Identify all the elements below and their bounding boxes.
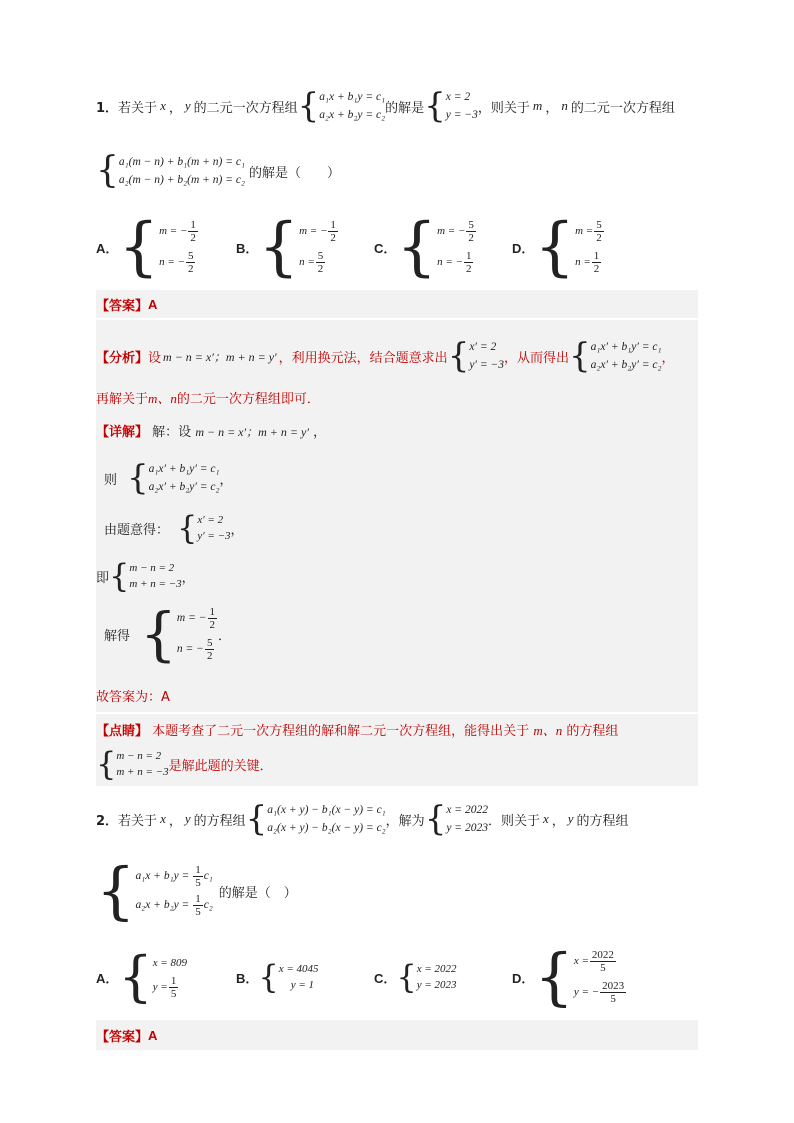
frac-num: 2022 [591, 949, 614, 961]
q2-text: 的解是（ ） [218, 885, 297, 901]
eq-row: m + n = −3 [129, 578, 182, 590]
comma: ， [168, 813, 182, 829]
q1-text: 的解是 [385, 100, 425, 116]
analysis-text: 设 [148, 350, 162, 366]
q1-option-a[interactable] [96, 208, 199, 286]
frac-num: 1 [195, 864, 201, 876]
detail-text: 解：设 [152, 425, 192, 440]
eq-row: a₂x′ + b₂y′ = c₂ [590, 359, 662, 371]
q2-text: ，解为 [385, 813, 425, 829]
answer-value: A [148, 296, 158, 312]
eq-row: x′ = 2 [197, 514, 224, 526]
frac-den: 2 [190, 232, 196, 244]
then-line [104, 456, 233, 500]
frac-den: 5 [170, 987, 177, 1000]
q1-text: 的二元一次方程组 [193, 100, 298, 116]
frac-num: 2023 [602, 980, 625, 992]
eq-row: a₁(x + y) − b₁(x − y) = c₁ [267, 804, 386, 816]
eq-row [575, 250, 605, 275]
q1-option-c[interactable] [374, 208, 477, 286]
eq-row: x = 4045 [278, 963, 319, 975]
final-answer: 故答案为：A [96, 690, 170, 705]
q1-answer [96, 290, 698, 318]
comma: ， [551, 813, 565, 829]
frac-den: 2 [465, 263, 472, 275]
q2-text: ．则关于 [487, 813, 540, 829]
eq-text: a₁x + b₁y = [135, 870, 190, 883]
analysis-system2: { a₁x′ + b₁y′ = c₁ a₂x′ + b₂y′ = c₂ [568, 336, 662, 376]
var-x: x [160, 98, 166, 113]
q1-text: 的二元一次方程组 [570, 100, 675, 116]
frac-num: 5 [187, 250, 194, 262]
q2-given-solution: { x = 2022 y = 2023 [424, 799, 488, 839]
var-m: m [532, 98, 543, 113]
q2-option-c[interactable] [374, 955, 457, 999]
option-system: { x = 2022 y = 2023 [396, 958, 457, 996]
ie-line [96, 556, 195, 596]
eq-row: y = 2023 [446, 822, 488, 834]
var-y: y [184, 98, 191, 113]
analysis-line2 [96, 388, 320, 407]
frac-num: 5 [468, 219, 474, 231]
comment-text: 是解此题的关键． [168, 758, 273, 774]
option-system: { m = − $\frac{1}{2}$ n = $\frac{5}{2}$ [258, 215, 339, 279]
detail-label: 【详解】 [96, 425, 149, 440]
eq-text: m = − [299, 225, 328, 238]
q2-number: 2． [96, 813, 119, 829]
option-system: { m = − $\frac{1}{2}$ n = − $\frac{5}{2}$ [118, 215, 199, 279]
option-label: A． [96, 240, 119, 256]
eq-text: y = − [573, 986, 600, 999]
var-y: y [184, 811, 191, 826]
detail-sub: m − n = x′；m + n = y′ [195, 425, 309, 439]
q2-target-system: { a₁x + b₁y = $\frac{1}{5}$ c₁ a₂x + b₂y = $\frac{1}{5}$ c₂ [96, 854, 213, 927]
eq-text: a₂x + b₂y = [135, 899, 190, 912]
frac-num: 1 [209, 606, 215, 618]
eq-text: m = − [176, 612, 207, 625]
option-system: { x = $\frac{2022}{5}$ y = − $\frac{2023}{5}$ [534, 946, 627, 1008]
eq-row [153, 975, 187, 1000]
solve-line [104, 602, 231, 666]
q2-answer [96, 1020, 698, 1050]
q2-stem-line2 [96, 856, 297, 926]
solve-system: { m = − $\frac{1}{2}$ n = − $\frac{5}{2}$ [140, 605, 218, 663]
eq-row: x = 809 [152, 956, 188, 969]
frac-num: 1 [170, 974, 177, 987]
frac-den: 2 [209, 619, 215, 631]
eq-text: c₂ [203, 899, 213, 912]
option-system: { m = − $\frac{5}{2}$ n = − $\frac{1}{2}$ [396, 215, 477, 279]
q1-text: ，则关于 [477, 100, 530, 116]
comment-text: 的方程组 [566, 724, 619, 739]
eq-row [437, 219, 477, 244]
q1-stem-line1 [96, 86, 675, 126]
q1-target-system: { a₁(m − n) + b₁(m + n) = c₁ a₂(m − n) + b₂(m + n) = c₂ [96, 150, 245, 191]
q1-given-system: { a₁x + b₁y = c₁ a₂x + b₂y = c₂ [297, 86, 386, 126]
q1-options [96, 208, 616, 286]
analysis-sub: m − n = x′；m + n = y′ [163, 349, 277, 364]
q2-given-system: { a₁(x + y) − b₁(x − y) = c₁ a₂(x + y) − b₂(x − y) = c₂ [245, 799, 386, 839]
frac-num: 5 [206, 637, 213, 649]
analysis-system1: { x′ = 2 y′ = −3 [447, 336, 504, 376]
option-label: B． [236, 240, 259, 256]
q1-option-b[interactable] [236, 208, 339, 286]
option-label: D． [512, 970, 535, 986]
frac-num: 1 [195, 893, 201, 905]
frac-den: 5 [195, 906, 201, 918]
eq-text: n = [299, 256, 315, 269]
option-system: { m = $\frac{5}{2}$ n = $\frac{1}{2}$ [534, 215, 604, 279]
eq-row [159, 219, 199, 244]
eq-text: n = − [159, 256, 185, 269]
frac-num: 5 [596, 219, 602, 231]
frac-den: 5 [600, 962, 606, 974]
eq-text: m = − [159, 225, 188, 238]
frac-den: 5 [195, 877, 201, 889]
ie-label: 即 [96, 570, 110, 586]
eq-row: a₂(m − n) + b₂(m + n) = c₂ [118, 174, 245, 186]
eq-row: a₁x′ + b₁y′ = c₁ [590, 341, 662, 353]
analysis-vars: m、n [148, 391, 177, 406]
q1-text: 的解是（ ） [248, 165, 340, 181]
eq-row: m − n = 2 [129, 562, 175, 574]
frac-num: 1 [190, 219, 196, 231]
frac-den: 2 [468, 232, 474, 244]
var-x: x [160, 811, 166, 826]
frac-den: 2 [206, 650, 213, 662]
q1-solution-panel [96, 320, 698, 712]
q2-option-b[interactable] [236, 955, 319, 999]
eq-row: y = 2023 [416, 979, 457, 991]
analysis-text: 的二元一次方程组即可． [176, 392, 320, 407]
answer-value: A [148, 1027, 158, 1043]
eq-row: x′ = 2 [469, 341, 497, 353]
comment-line2 [96, 744, 273, 784]
frac-den: 2 [596, 232, 602, 244]
frac-num: 1 [330, 219, 336, 231]
eq-text: m = − [437, 225, 466, 238]
analysis-text: ，利用换元法，结合题意求出 [278, 350, 448, 366]
analysis-text: ， [661, 350, 675, 366]
analysis-text: ，从而得出 [503, 350, 569, 366]
q2-stem-line1 [96, 798, 629, 840]
eq-row: x = 2 [445, 91, 471, 103]
eq-row: a₂x′ + b₂y′ = c₂ [148, 481, 220, 493]
q1-comment-panel [96, 714, 698, 786]
q2-text: 的方程组 [193, 813, 246, 829]
ie-system: { m − n = 2 m + n = −3 [109, 557, 182, 595]
eq-row [299, 219, 339, 244]
q1-text: 若关于 [118, 100, 158, 116]
eq-row [437, 250, 477, 275]
comment-vars: m、n [533, 723, 563, 738]
comment-text: 本题考查了二元一次方程组的解和解二元一次方程组，能得出关于 [152, 724, 530, 739]
var-y: y [567, 811, 574, 826]
eq-text: c₁ [203, 870, 213, 883]
q2-option-a[interactable] [96, 942, 187, 1012]
q2-option-d[interactable] [512, 938, 627, 1016]
q2-text: 的方程组 [576, 813, 629, 829]
eq-row [159, 250, 199, 275]
eq-row: m − n = 2 [116, 750, 162, 762]
frac-num: 5 [317, 250, 324, 262]
var-n: n [561, 98, 568, 113]
eq-row: y′ = −3 [197, 530, 231, 542]
answer-label: 【答案】 [96, 1029, 149, 1045]
punct: ． [218, 628, 232, 644]
solve-m [177, 606, 218, 631]
given-label: 由题意得： [104, 522, 170, 538]
comment-label: 【点睛】 [96, 724, 149, 739]
eq-row [575, 219, 605, 244]
var-x: x [542, 811, 549, 826]
frac-num: 1 [465, 250, 472, 262]
option-system: { x = 4045 y = 1 [258, 958, 319, 996]
comma: ， [545, 100, 559, 116]
analysis-line1 [96, 334, 675, 378]
solve-label: 解得 [104, 628, 131, 644]
frac-den: 5 [610, 993, 616, 1005]
frac-den: 2 [187, 263, 194, 275]
answer-label: 【答案】 [96, 298, 149, 314]
eq-row: a₂x + b₂y = c₂ [319, 109, 386, 121]
solve-n [177, 637, 218, 662]
option-label: B． [236, 970, 259, 986]
given-line [104, 508, 244, 548]
option-label: A． [96, 970, 119, 986]
comment-line1 [96, 720, 618, 739]
punct: ， [230, 522, 244, 538]
comma: ， [168, 100, 182, 116]
eq-row [574, 980, 627, 1005]
frac-den: 2 [317, 263, 324, 275]
q1-option-d[interactable] [512, 208, 605, 286]
eq-text: n = − [437, 256, 463, 269]
eq-text: m = [575, 225, 594, 238]
q1-number: 1． [96, 100, 119, 116]
given-system: { x′ = 2 y′ = −3 [177, 509, 231, 547]
eq-row: x = 2022 [416, 963, 457, 975]
eq-row: x = 2022 [446, 804, 488, 816]
eq-row [135, 864, 212, 889]
q2-text: 若关于 [118, 813, 158, 829]
option-label: C． [374, 970, 397, 986]
eq-text: x = [573, 955, 589, 968]
comment-system: { m − n = 2 m + n = −3 [96, 745, 169, 783]
frac-den: 2 [593, 263, 600, 275]
eq-row [574, 949, 627, 974]
analysis-text: 再解关于 [96, 392, 149, 407]
option-label: C． [374, 240, 397, 256]
eq-text: y = [152, 980, 168, 993]
q1-given-solution: { x = 2 y = −3 [424, 86, 478, 126]
eq-row [299, 250, 339, 275]
eq-row: a₁(m − n) + b₁(m + n) = c₁ [118, 156, 245, 168]
frac-den: 2 [330, 232, 336, 244]
detail-line1 [96, 421, 326, 440]
eq-text: n = − [176, 643, 204, 656]
eq-row: a₁x′ + b₁y′ = c₁ [148, 463, 220, 475]
eq-row: a₂(x + y) − b₂(x − y) = c₂ [267, 822, 386, 834]
eq-row [135, 893, 212, 918]
option-system: { x = 809 y = $\frac{1}{5}$ [118, 945, 188, 1008]
eq-text: n = [575, 256, 591, 269]
option-label: D． [512, 240, 535, 256]
eq-row: m + n = −3 [116, 766, 169, 778]
punct: ， [219, 472, 233, 488]
eq-row: a₁x + b₁y = c₁ [319, 91, 386, 103]
analysis-label: 【分析】 [96, 350, 149, 366]
eq-row: y = −3 [445, 109, 478, 121]
eq-row: y′ = −3 [469, 359, 504, 371]
frac-num: 1 [593, 250, 600, 262]
then-system: { a₁x′ + b₁y′ = c₁ a₂x′ + b₂y′ = c₂ [127, 458, 220, 498]
then-label: 则 [104, 472, 118, 488]
q1-stem-line2 [96, 150, 340, 192]
punct: ， [181, 570, 195, 586]
eq-row: y = 1 [290, 979, 315, 991]
detail-text: ， [313, 425, 327, 440]
